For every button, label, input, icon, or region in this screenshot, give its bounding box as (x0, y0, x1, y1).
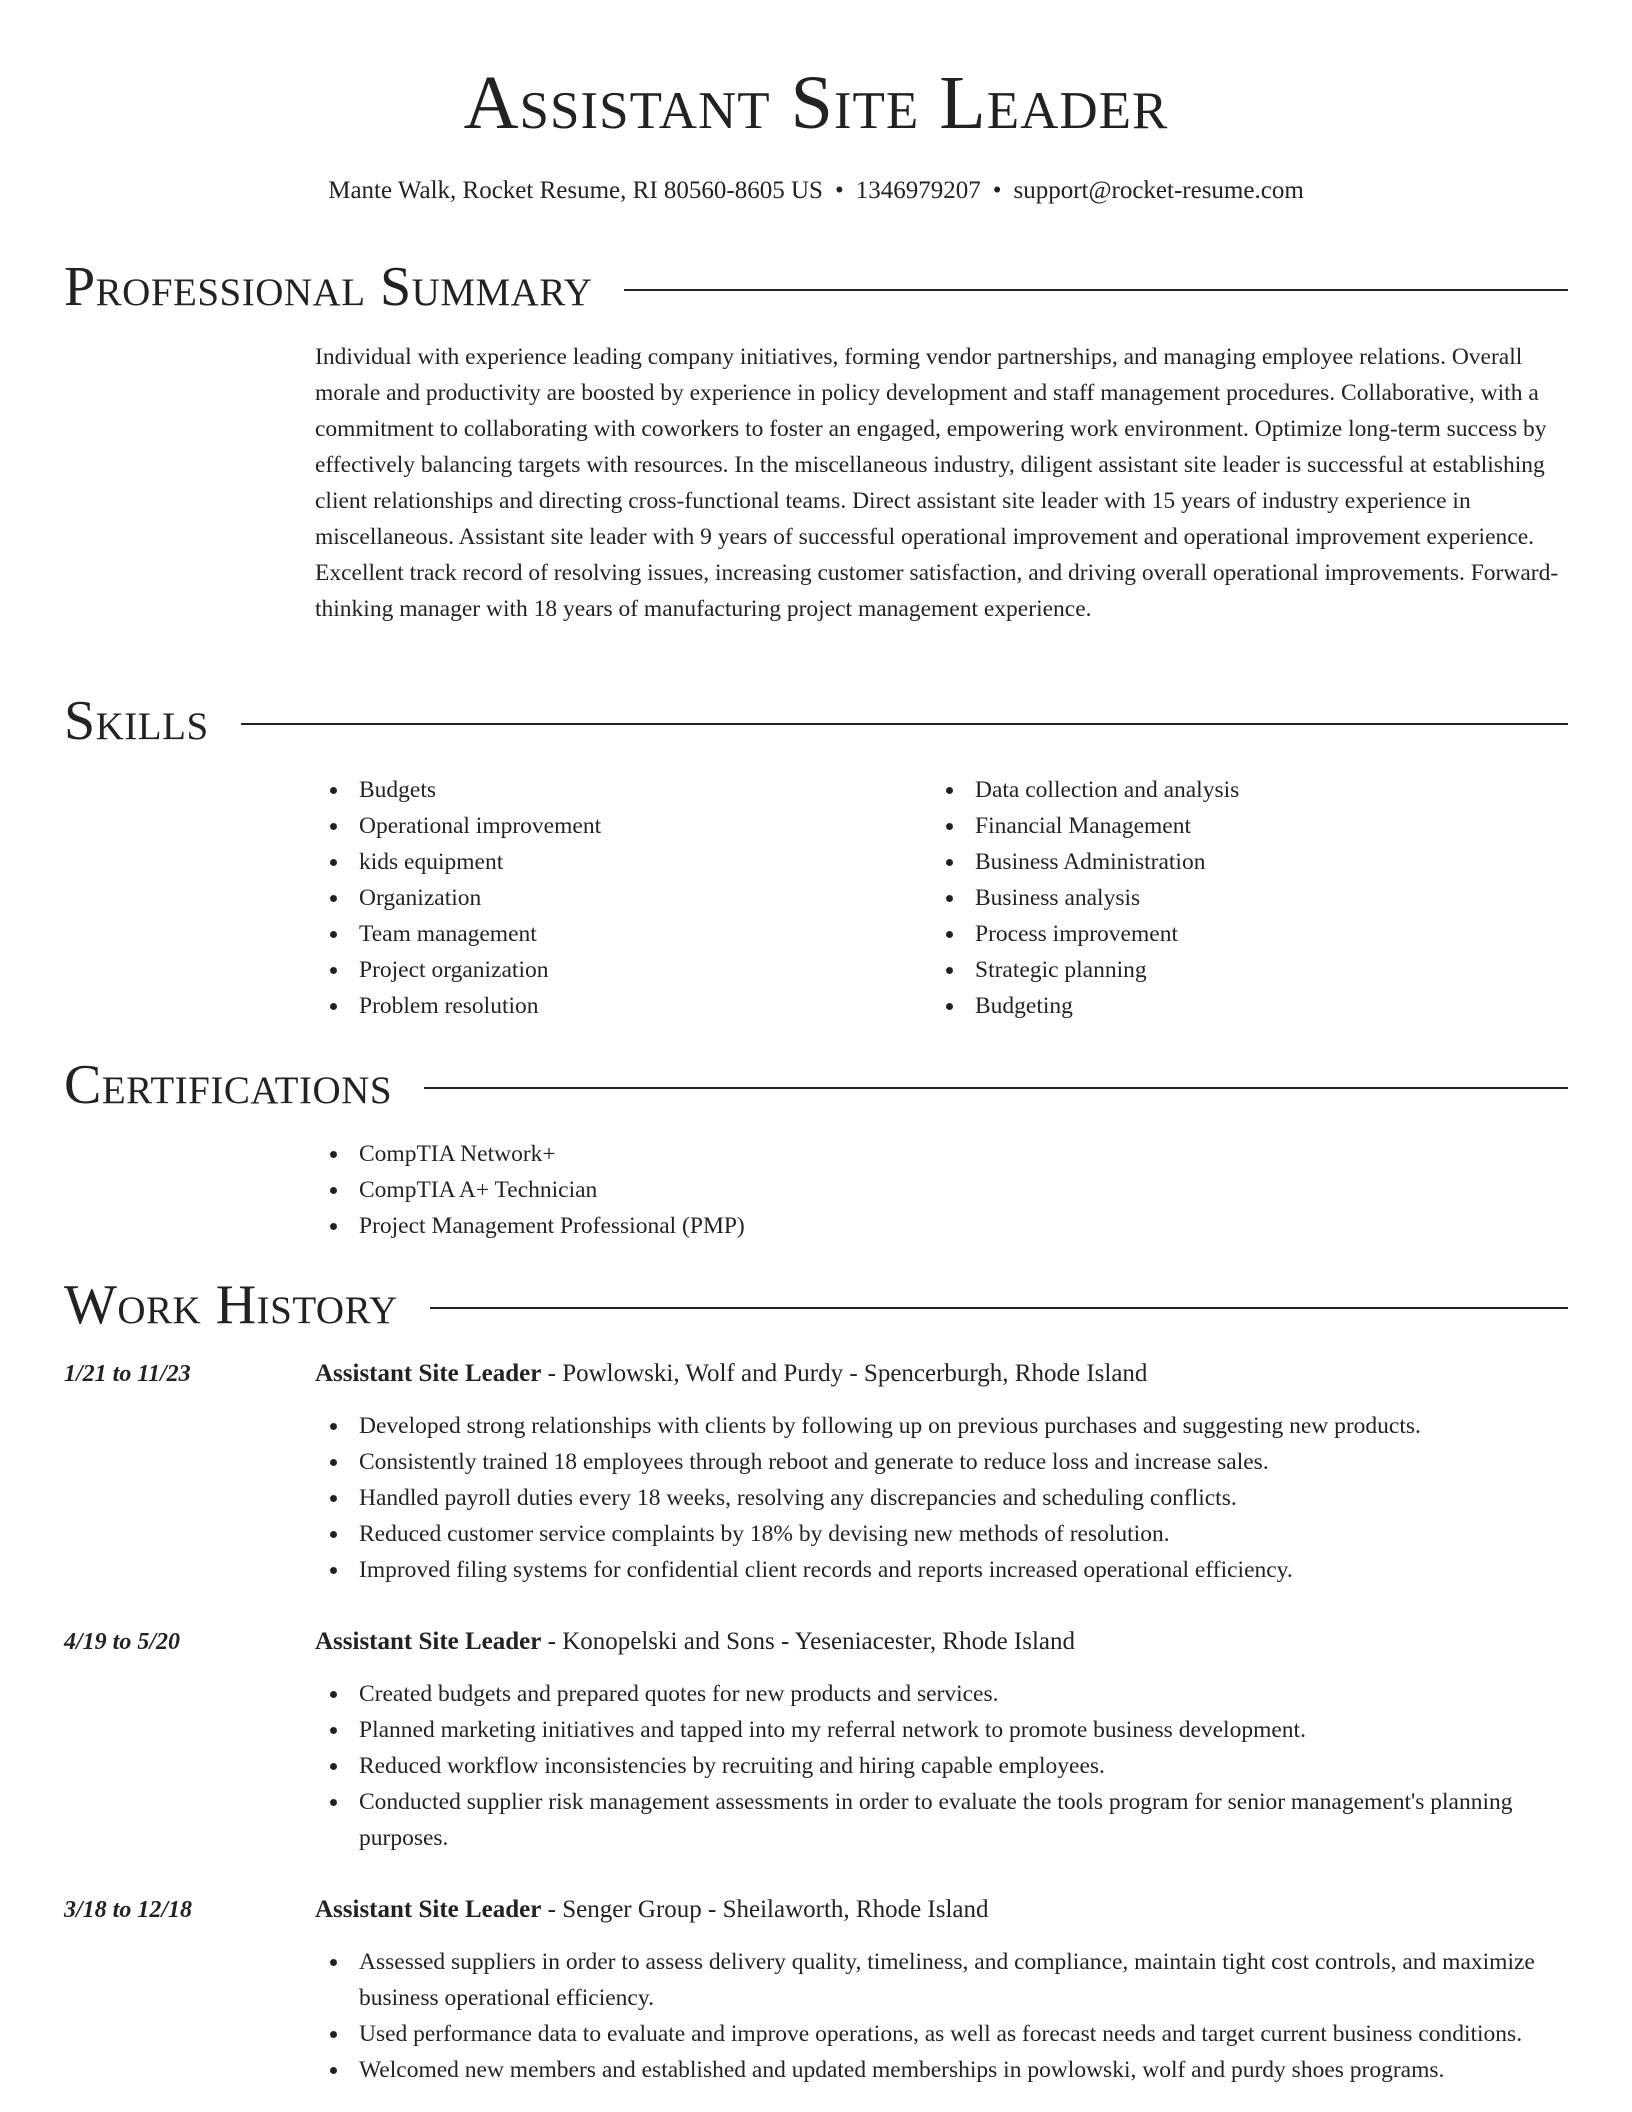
skills-heading: Skills (64, 690, 209, 752)
job-employer: - Senger Group - Sheilaworth, Rhode Island (541, 1896, 989, 1923)
job-dates: 4/19 to 5/20 (64, 1629, 181, 1655)
section-divider (424, 1087, 1568, 1089)
job-bullet: Conducted supplier risk management assessments in order to evaluate the tools program for senior management's planning purposes. (315, 1784, 1568, 1856)
skill-item: Financial Management (931, 808, 1531, 844)
summary-text: Individual with experience leading company initiatives, forming vendor partnerships, and managing employee relations. Overall morale and productivity are boosted by experience in policy development and staff management procedures. Collaborative, with a commitment to collaborating with coworkers to foster an engaged, empowering work environment. Optimize long-term success by effectively balancing targets with resources. In the miscellaneous industry, diligent assistant site leader is successful at establishing client relationships and directing cross-functional teams. Direct assistant site leader with 15 years of industry experience in miscellaneous. Assistant site leader with 9 years of successful operational improvement and operational improvement experience. Excellent track record of resolving issues, increasing customer satisfaction, and driving overall operational improvements. Forward-thinking manager with 18 years of manufacturing project management experience. (315, 344, 1559, 622)
job-bullet: Developed strong relationships with clients by following up on previous purchases and suggesting new products. (315, 1408, 1568, 1444)
job-employer: - Konopelski and Sons - Yeseniacester, Rhode Island (541, 1628, 1076, 1655)
contact-separator: • (992, 177, 1002, 204)
job-bullet: Planned marketing initiatives and tapped into my referral network to promote business development. (315, 1712, 1568, 1748)
skill-item: Organization (315, 880, 915, 916)
job-bullet: Welcomed new members and established and updated memberships in powlowski, wolf and purdy shoes programs. (315, 2052, 1568, 2088)
certification-item: CompTIA Network+ (315, 1136, 1515, 1172)
skill-item: kids equipment (315, 844, 915, 880)
job-title-line (315, 1356, 1147, 1392)
skills-right-list (931, 772, 1531, 1024)
skill-item: Project organization (315, 952, 915, 988)
job-bullet: Consistently trained 18 employees through reboot and generate to reduce loss and increase sales. (315, 1444, 1568, 1480)
job-bullet: Reduced workflow inconsistencies by recruiting and hiring capable employees. (315, 1748, 1568, 1784)
job-title: Assistant Site Leader (315, 1360, 542, 1387)
section-divider (430, 1307, 1568, 1309)
work-heading: Work History (64, 1274, 398, 1336)
skill-item: Business Administration (931, 844, 1531, 880)
skills-left-list (315, 772, 915, 1024)
job-employer: - Powlowski, Wolf and Purdy - Spencerburgh, Rhode Island (541, 1360, 1148, 1387)
candidate-name: Assistant Site Leader (463, 61, 1169, 145)
job-bullet: Assessed suppliers in order to assess delivery quality, timeliness, and compliance, maintain tight cost controls, and maximize business operational efficiency. (315, 1944, 1568, 2016)
contact-email: support@rocket-resume.com (1013, 177, 1304, 204)
skill-item: Operational improvement (315, 808, 915, 844)
job-title-line (315, 1624, 1075, 1660)
job-bullet: Improved filing systems for confidential client records and reports increased operational efficiency. (315, 1552, 1568, 1588)
certification-item: CompTIA A+ Technician (315, 1172, 1515, 1208)
summary-heading: Professional Summary (64, 256, 593, 318)
skill-item: Data collection and analysis (931, 772, 1531, 808)
job-bullet: Reduced customer service complaints by 18% by devising new methods of resolution. (315, 1516, 1568, 1552)
job-bullet: Handled payroll duties every 18 weeks, resolving any discrepancies and scheduling conflicts. (315, 1480, 1568, 1516)
contact-line (0, 174, 1632, 208)
contact-separator: • (834, 177, 844, 204)
section-divider (241, 723, 1568, 725)
certification-item: Project Management Professional (PMP) (315, 1208, 1515, 1244)
job-bullets (315, 1944, 1568, 2088)
job-dates: 1/21 to 11/23 (64, 1361, 191, 1387)
job-bullets (315, 1408, 1568, 1588)
skill-item: Team management (315, 916, 915, 952)
certifications-block (315, 1136, 1515, 1244)
skills-section-header (64, 689, 1568, 753)
job-bullet: Created budgets and prepared quotes for new products and services. (315, 1676, 1568, 1712)
contact-address: Mante Walk, Rocket Resume, RI 80560-8605 US (328, 177, 823, 204)
job-bullet: Used performance data to evaluate and improve operations, as well as forecast needs and target current business conditions. (315, 2016, 1568, 2052)
certifications-heading: Certifications (64, 1054, 393, 1116)
contact-phone: 1346979207 (855, 177, 981, 204)
certifications-section-header (64, 1053, 1568, 1117)
summary-section-header (64, 255, 1568, 319)
skills-right-column (931, 772, 1531, 1024)
skill-item: Budgets (315, 772, 915, 808)
work-section-header (64, 1273, 1568, 1337)
job-title: Assistant Site Leader (315, 1896, 542, 1923)
job-bullets (315, 1676, 1568, 1856)
job-title-line (315, 1892, 989, 1928)
skill-item: Process improvement (931, 916, 1531, 952)
job-title: Assistant Site Leader (315, 1628, 542, 1655)
skills-left-column (315, 772, 915, 1024)
skill-item: Problem resolution (315, 988, 915, 1024)
skill-item: Strategic planning (931, 952, 1531, 988)
section-divider (624, 289, 1568, 291)
certifications-list (315, 1136, 1515, 1244)
skill-item: Business analysis (931, 880, 1531, 916)
skill-item: Budgeting (931, 988, 1531, 1024)
job-dates: 3/18 to 12/18 (64, 1897, 193, 1923)
